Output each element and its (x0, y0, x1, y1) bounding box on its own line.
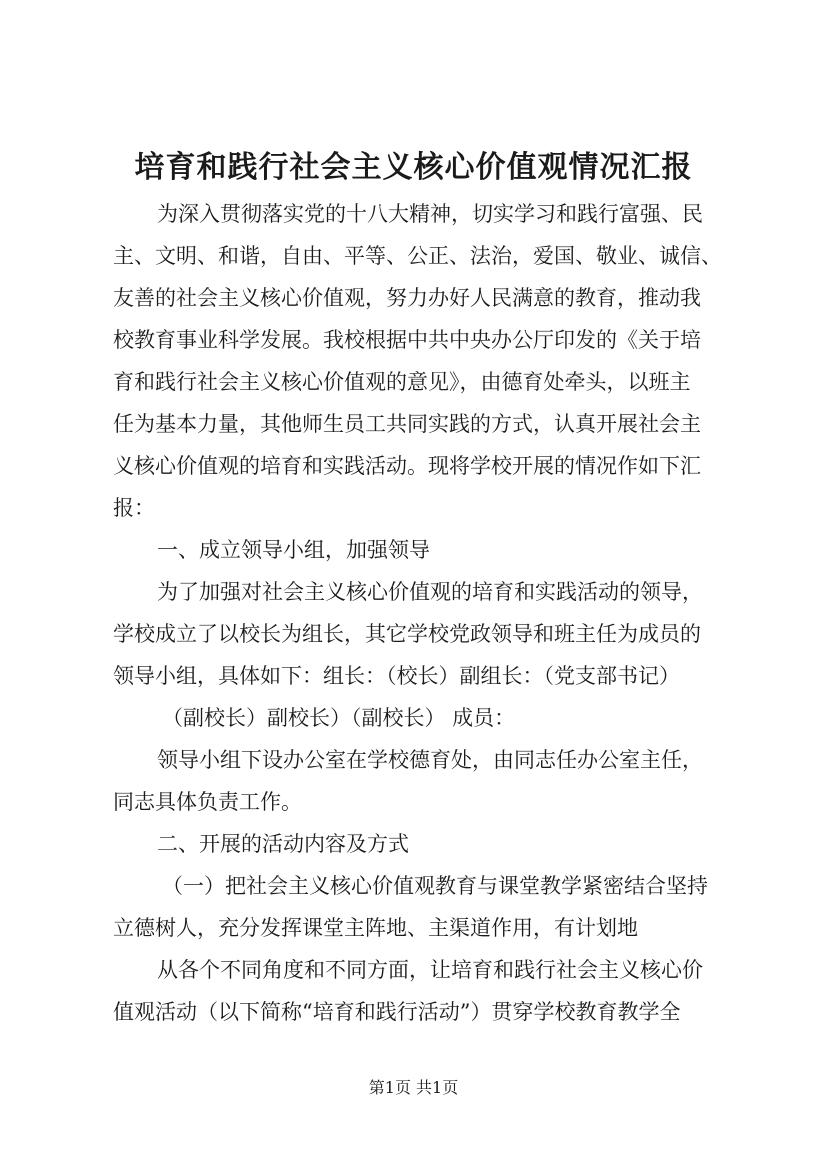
paragraph-line: 值观活动（以下简称“培育和践行活动”）贯穿学校教育教学全 (113, 1000, 681, 1024)
paragraph-line: 友善的社会主义核心价值观，努力办好人民满意的教育，推动我 (113, 286, 701, 310)
paragraph-line: 义核心价值观的培育和实践活动。现将学校开展的情况作如下汇 (113, 454, 701, 478)
paragraph-line: 领导小组，具体如下：组长：（校长）副组长：（党支部书记） (113, 664, 680, 688)
paragraph-line: 育和践行社会主义核心价值观的意见》，由德育处牵头，以班主 (113, 370, 691, 394)
paragraph-line: （副校长）副校长）（副校长） 成员： (162, 706, 516, 730)
paragraph-line: 主、文明、和谐，自由、平等、公正、法治，爱国、敬业、诚信、 (113, 244, 722, 268)
paragraph-line: （一）把社会主义核心价值观教育与课堂教学紧密结合坚持 (162, 874, 708, 898)
paragraph-line: 领导小组下设办公室在学校德育处，由同志任办公室主任， (157, 748, 703, 772)
paragraph-line: 从各个不同角度和不同方面，让培育和践行社会主义核心价 (157, 958, 703, 982)
section-heading: 二、开展的活动内容及方式 (157, 832, 409, 856)
paragraph-line: 学校成立了以校长为组长，其它学校党政领导和班主任为成员的 (113, 622, 701, 646)
section-heading: 一、成立领导小组，加强领导 (157, 538, 430, 562)
paragraph-line: 校教育事业科学发展。我校根据中共中央办公厅印发的《关于培 (113, 328, 701, 352)
paragraph-line: 为了加强对社会主义核心价值观的培育和实践活动的领导， (157, 580, 703, 604)
paragraph-line: 为深入贯彻落实党的十八大精神，切实学习和践行富强、民 (157, 202, 703, 226)
paragraph-line: 立德树人，充分发挥课堂主阵地、主渠道作用，有计划地 (113, 916, 638, 940)
paragraph-line: 报： (113, 496, 155, 520)
paragraph-line: 同志具体负责工作。 (113, 790, 302, 814)
page-number-footer: 第1页 共1页 (368, 1078, 459, 1097)
document-title: 培育和践行社会主义核心价值观情况汇报 (134, 150, 693, 185)
paragraph-line: 任为基本力量，其他师生员工共同实践的方式，认真开展社会主 (113, 412, 701, 436)
